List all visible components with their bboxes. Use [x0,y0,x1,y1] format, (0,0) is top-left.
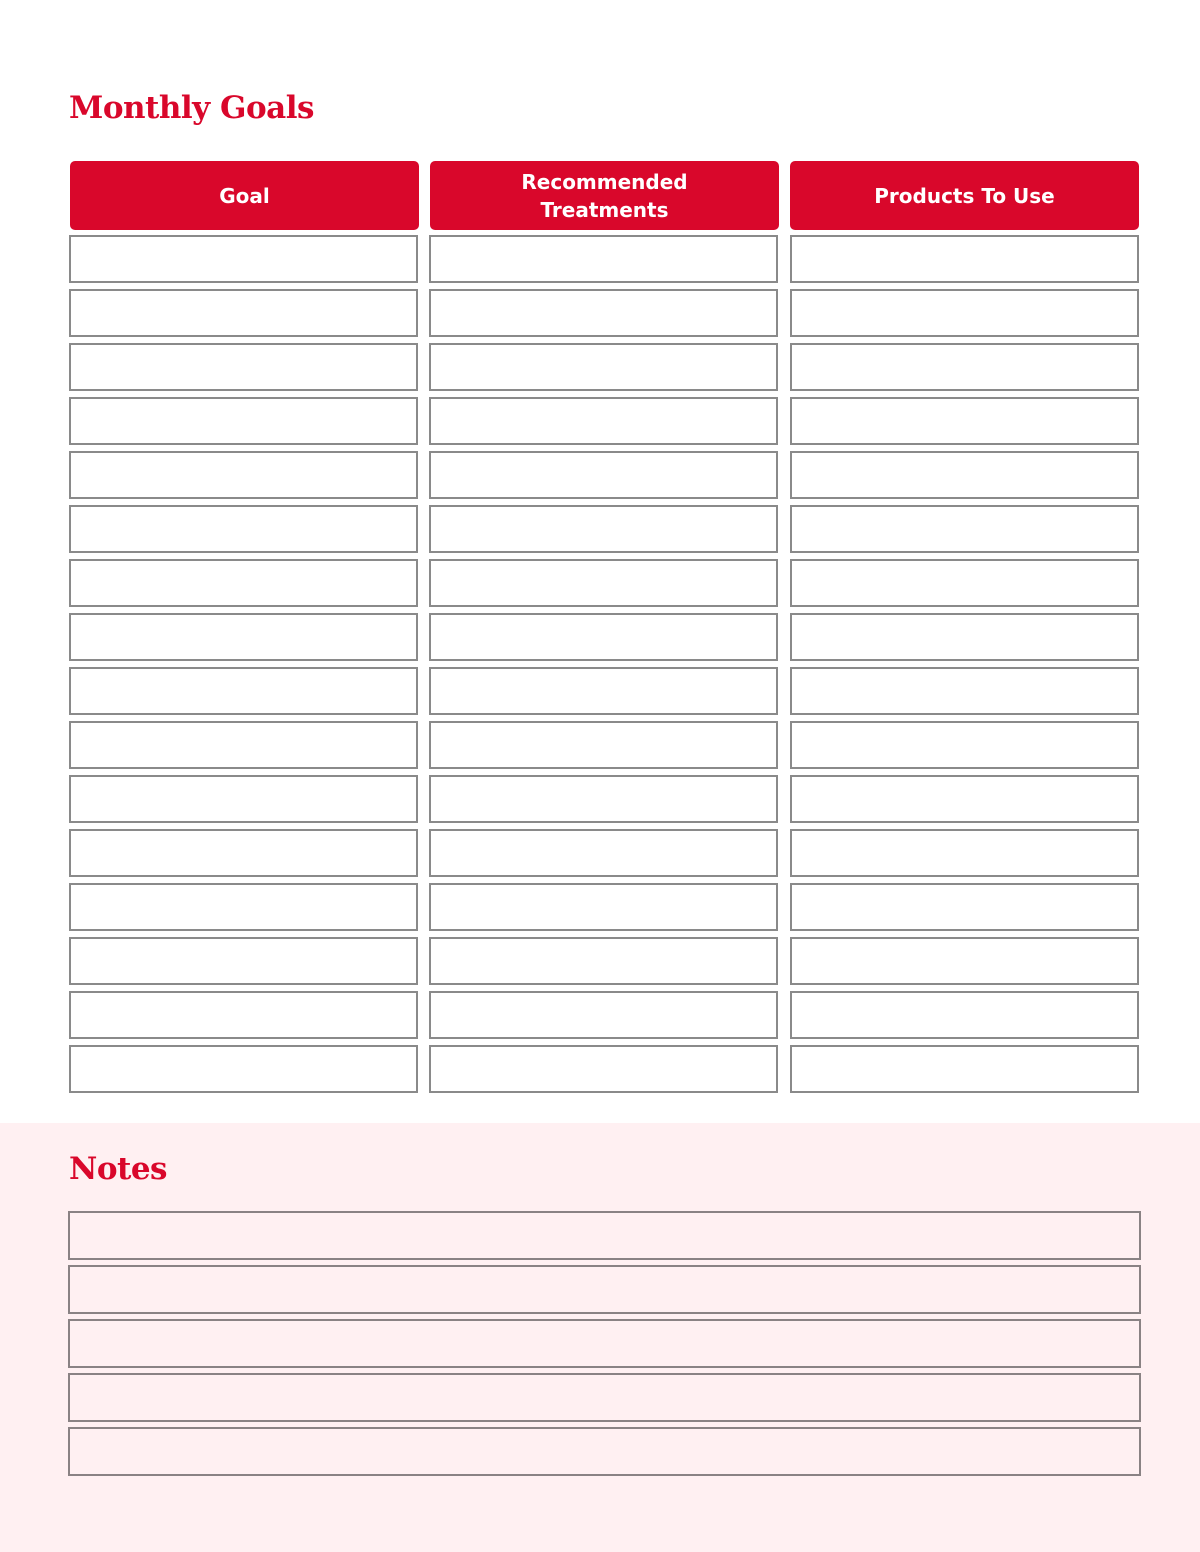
table-cell-products[interactable] [790,883,1139,931]
notes-line[interactable] [68,1373,1141,1422]
table-cell-products[interactable] [790,289,1139,337]
table-cell-goal[interactable] [69,991,418,1039]
table-cell-treatments[interactable] [429,343,778,391]
table-cell-goal[interactable] [69,667,418,715]
page-title: Monthly Goals [69,90,314,126]
table-cell-products[interactable] [790,829,1139,877]
table-cell-treatments[interactable] [429,235,778,283]
table-cell-products[interactable] [790,235,1139,283]
table-cell-products[interactable] [790,397,1139,445]
notes-line[interactable] [68,1319,1141,1368]
table-cell-goal[interactable] [69,451,418,499]
column-header-products-to-use: Products To Use [790,161,1139,230]
table-cell-goal[interactable] [69,505,418,553]
table-cell-products[interactable] [790,937,1139,985]
table-cell-treatments[interactable] [429,883,778,931]
notes-title: Notes [69,1151,168,1187]
notes-line[interactable] [68,1265,1141,1314]
table-cell-treatments[interactable] [429,829,778,877]
table-cell-treatments[interactable] [429,451,778,499]
table-cell-treatments[interactable] [429,505,778,553]
table-cell-treatments[interactable] [429,667,778,715]
column-header-recommended-treatments: Recommended Treatments [430,161,779,230]
table-cell-products[interactable] [790,721,1139,769]
table-cell-products[interactable] [790,451,1139,499]
table-cell-products[interactable] [790,775,1139,823]
table-cell-products[interactable] [790,505,1139,553]
table-cell-treatments[interactable] [429,613,778,661]
table-cell-goal[interactable] [69,883,418,931]
table-cell-goal[interactable] [69,397,418,445]
table-cell-goal[interactable] [69,721,418,769]
table-cell-treatments[interactable] [429,775,778,823]
table-cell-treatments[interactable] [429,397,778,445]
table-cell-goal[interactable] [69,289,418,337]
table-cell-goal[interactable] [69,775,418,823]
table-cell-treatments[interactable] [429,289,778,337]
table-cell-goal[interactable] [69,937,418,985]
table-cell-treatments[interactable] [429,937,778,985]
table-cell-treatments[interactable] [429,1045,778,1093]
table-cell-products[interactable] [790,343,1139,391]
table-cell-goal[interactable] [69,829,418,877]
table-cell-products[interactable] [790,1045,1139,1093]
table-cell-treatments[interactable] [429,559,778,607]
table-cell-products[interactable] [790,613,1139,661]
notes-line[interactable] [68,1211,1141,1260]
table-cell-goal[interactable] [69,343,418,391]
table-cell-treatments[interactable] [429,991,778,1039]
table-cell-goal[interactable] [69,613,418,661]
table-cell-products[interactable] [790,991,1139,1039]
table-cell-goal[interactable] [69,559,418,607]
table-cell-treatments[interactable] [429,721,778,769]
table-cell-products[interactable] [790,667,1139,715]
column-header-goal: Goal [70,161,419,230]
notes-line[interactable] [68,1427,1141,1476]
table-cell-products[interactable] [790,559,1139,607]
table-cell-goal[interactable] [69,235,418,283]
table-cell-goal[interactable] [69,1045,418,1093]
